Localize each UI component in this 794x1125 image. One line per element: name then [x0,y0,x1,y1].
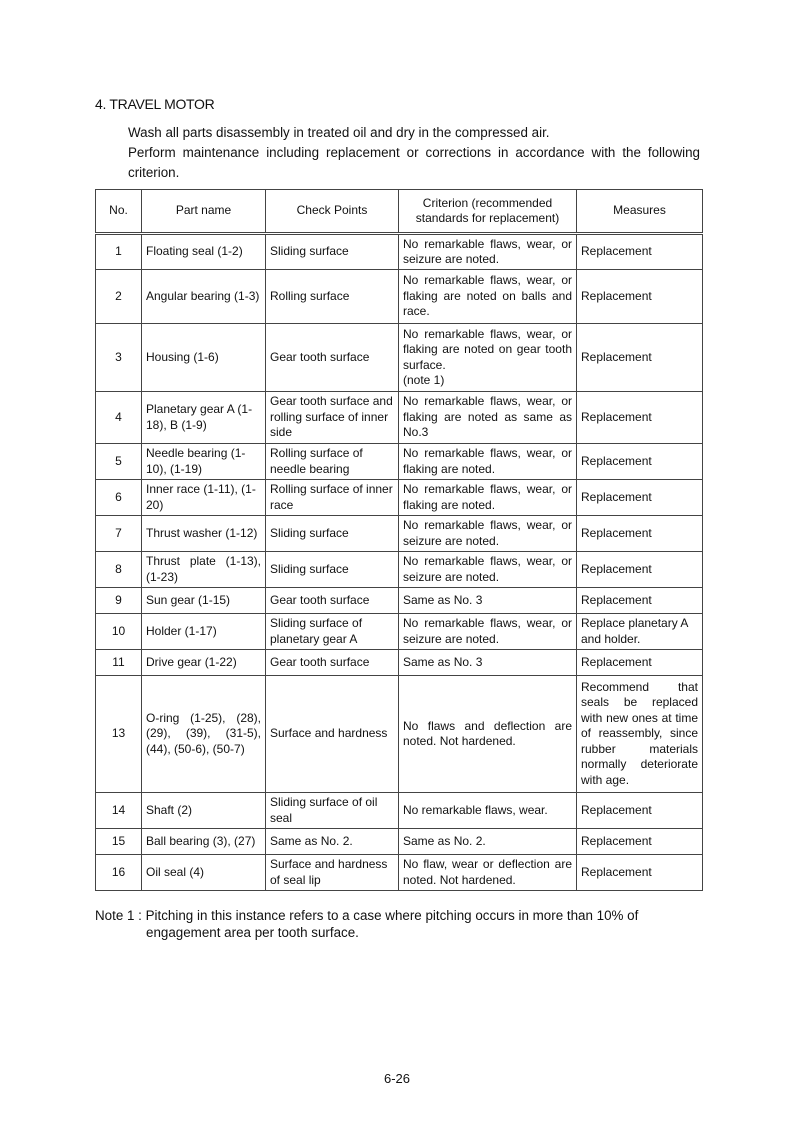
cell-criterion: Same as No. 2. [399,829,577,855]
cell-measures: Replacement [577,552,703,588]
cell-criterion: No remarkable flaws, wear, or flaking are noted on gear tooth surface. (note 1) [399,324,577,392]
cell-no: 1 [96,234,142,270]
cell-part-name: O-ring (1-25), (28), (29), (39), (31-5), (44), (50-6), (50-7) [142,676,266,793]
cell-part-name: Angular bearing (1-3) [142,270,266,324]
header-criterion: Criterion (recommended standards for replacement) [399,190,577,234]
table-row [96,650,703,676]
cell-criterion: Same as No. 3 [399,588,577,614]
table-row [96,324,703,392]
page-number: 6-26 [383,1071,411,1086]
cell-check-points: Same as No. 2. [266,829,399,855]
cell-check-points: Rolling surface of inner race [266,480,399,516]
cell-criterion: Same as No. 3 [399,650,577,676]
cell-criterion: No remarkable flaws, wear, or seizure are noted. [399,552,577,588]
header-check-points: Check Points [266,190,399,234]
cell-no: 2 [96,270,142,324]
cell-check-points: Sliding surface [266,234,399,270]
cell-measures: Replacement [577,392,703,444]
cell-measures: Replacement [577,270,703,324]
cell-criterion: No remarkable flaws, wear. [399,793,577,829]
cell-measures: Replacement [577,588,703,614]
section-title: 4. TRAVEL MOTOR [95,96,215,112]
cell-criterion: No remarkable flaws, wear, or seizure are noted. [399,234,577,270]
cell-criterion: No remarkable flaws, wear, or flaking are noted. [399,480,577,516]
table-row [96,270,703,324]
footnote [95,907,638,941]
criterion-table [95,189,703,891]
cell-part-name: Oil seal (4) [142,855,266,891]
cell-part-name: Floating seal (1-2) [142,234,266,270]
cell-criterion: No remarkable flaws, wear, or flaking are noted on balls and race. [399,270,577,324]
footnote-line-2: engagement area per tooth surface. [146,925,359,940]
header-no: No. [96,190,142,234]
cell-check-points: Sliding surface [266,552,399,588]
cell-criterion: No remarkable flaws, wear, or seizure are noted. [399,614,577,650]
table-row [96,614,703,650]
cell-criterion: No flaw, wear or deflection are noted. Not hardened. [399,855,577,891]
cell-no: 5 [96,444,142,480]
cell-no: 8 [96,552,142,588]
cell-no: 15 [96,829,142,855]
cell-no: 10 [96,614,142,650]
table-row [96,552,703,588]
cell-part-name: Shaft (2) [142,793,266,829]
table-row [96,676,703,793]
cell-measures: Replace planetary A and holder. [577,614,703,650]
cell-criterion: No remarkable flaws, wear, or flaking are noted. [399,444,577,480]
cell-check-points: Surface and hardness of seal lip [266,855,399,891]
cell-check-points: Rolling surface of needle bearing [266,444,399,480]
cell-no: 9 [96,588,142,614]
intro-line-2: Perform maintenance including replacement or corrections in accordance with the following criterion. [128,145,700,180]
cell-no: 13 [96,676,142,793]
table-body [96,234,703,891]
cell-measures: Replacement [577,516,703,552]
table-row [96,480,703,516]
table-row [96,793,703,829]
cell-measures: Replacement [577,855,703,891]
table-row [96,516,703,552]
cell-part-name: Sun gear (1-15) [142,588,266,614]
cell-measures: Replacement [577,234,703,270]
cell-check-points: Sliding surface [266,516,399,552]
cell-no: 6 [96,480,142,516]
cell-measures: Replacement [577,650,703,676]
cell-part-name: Thrust plate (1-13), (1-23) [142,552,266,588]
cell-part-name: Ball bearing (3), (27) [142,829,266,855]
cell-check-points: Rolling surface [266,270,399,324]
cell-part-name: Needle bearing (1-10), (1-19) [142,444,266,480]
cell-no: 11 [96,650,142,676]
cell-no: 14 [96,793,142,829]
cell-no: 7 [96,516,142,552]
cell-measures: Replacement [577,480,703,516]
table-row [96,444,703,480]
cell-criterion: No remarkable flaws, wear, or flaking are noted as same as No.3 [399,392,577,444]
cell-measures: Replacement [577,793,703,829]
cell-no: 16 [96,855,142,891]
header-measures: Measures [577,190,703,234]
table-row [96,392,703,444]
cell-part-name: Holder (1-17) [142,614,266,650]
cell-criterion: No flaws and deflection are noted. Not hardened. [399,676,577,793]
cell-check-points: Gear tooth surface [266,324,399,392]
cell-measures: Replacement [577,829,703,855]
cell-part-name: Thrust washer (1-12) [142,516,266,552]
cell-part-name: Drive gear (1-22) [142,650,266,676]
cell-criterion: No remarkable flaws, wear, or seizure are noted. [399,516,577,552]
cell-check-points: Sliding surface of oil seal [266,793,399,829]
cell-check-points: Gear tooth surface and rolling surface of inner side [266,392,399,444]
table-row [96,829,703,855]
cell-no: 3 [96,324,142,392]
cell-measures: Recommend that seals be replaced with new ones at time of reassembly, since rubber materials normally deteriorate with age. [577,676,703,793]
intro-text [128,123,700,183]
table-row [96,588,703,614]
cell-measures: Replacement [577,324,703,392]
table-row [96,855,703,891]
table-row [96,234,703,270]
cell-no: 4 [96,392,142,444]
intro-line-1: Wash all parts disassembly in treated oil and dry in the compressed air. [128,125,550,140]
cell-part-name: Inner race (1-11), (1-20) [142,480,266,516]
cell-check-points: Gear tooth surface [266,588,399,614]
table-header-row [96,190,703,234]
cell-check-points: Sliding surface of planetary gear A [266,614,399,650]
header-part-name: Part name [142,190,266,234]
cell-part-name: Housing (1-6) [142,324,266,392]
cell-check-points: Gear tooth surface [266,650,399,676]
cell-measures: Replacement [577,444,703,480]
cell-check-points: Surface and hardness [266,676,399,793]
cell-part-name: Planetary gear A (1-18), B (1-9) [142,392,266,444]
footnote-line-1: Note 1 : Pitching in this instance refers to a case where pitching occurs in more than 10% of [95,908,639,923]
